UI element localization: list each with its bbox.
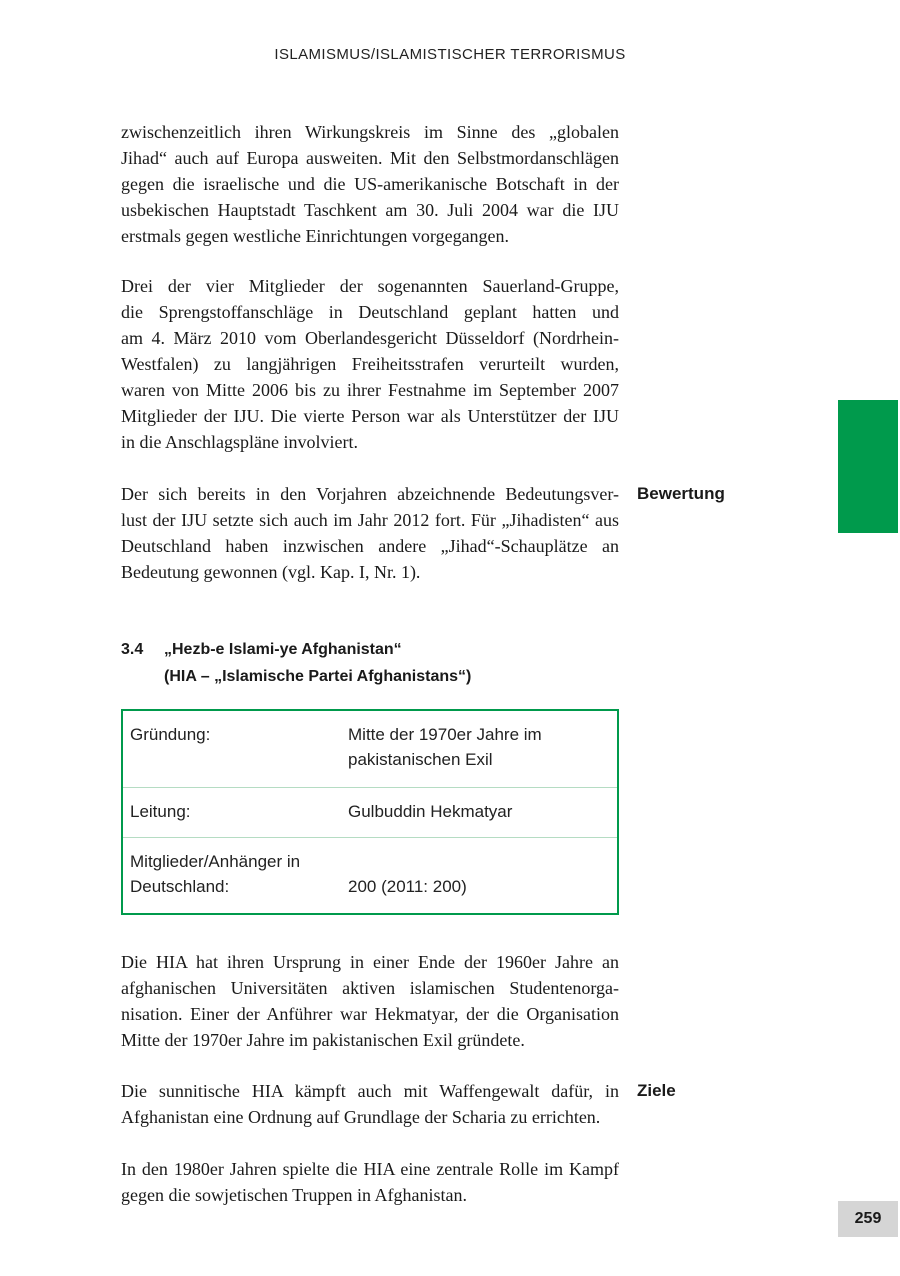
paragraph-line: Afghanistan eine Ordnung auf Grundlage der Scharia zu errichten. xyxy=(121,1107,601,1127)
paragraph-line: in die Anschlagspläne involviert. xyxy=(121,432,358,452)
paragraph-line: Die HIA hat ihren Ursprung in einer Ende der 1960er Jahre an xyxy=(121,952,619,972)
section-title-line: (HIA – „Islamische Partei Afghanistans“) xyxy=(164,668,472,685)
paragraph-line: afghanischen Universitäten aktiven islamischen Studentenorga- xyxy=(121,978,619,998)
fact-label xyxy=(123,799,348,837)
paragraph-line: am 4. März 2010 vom Oberlandesgericht Düsseldorf (Nordrhein- xyxy=(121,328,619,348)
paragraph-ziele xyxy=(121,1078,619,1130)
page-number: 259 xyxy=(838,1201,898,1237)
paragraph-sauerland-group xyxy=(121,273,619,455)
paragraph-bewertung xyxy=(121,481,619,585)
fact-label-line: Deutschland: xyxy=(130,877,230,896)
running-header: ISLAMISMUS/ISLAMISTISCHER TERRORISMUS xyxy=(274,46,626,63)
margin-label-ziele: Ziele xyxy=(637,1081,676,1100)
fact-value xyxy=(348,799,617,837)
paragraph-line: die Sprengstoffanschläge in Deutschland geplant hatten und xyxy=(121,302,619,322)
fact-value xyxy=(348,722,617,787)
paragraph-line: gegen die sowjetischen Truppen in Afghanistan. xyxy=(121,1185,467,1205)
fact-box xyxy=(121,709,619,915)
paragraph-hia-origin xyxy=(121,949,619,1053)
fact-value xyxy=(348,849,617,913)
paragraph-line: Bedeutung gewonnen (vgl. Kap. I, Nr. 1). xyxy=(121,562,421,582)
section-title-line: „Hezb-e Islami-ye Afghanistan“ xyxy=(164,641,402,658)
paragraph-line: Mitglieder der IJU. Die vierte Person war als Unterstützer der IJU xyxy=(121,406,619,426)
paragraph-line: Die sunnitische HIA kämpft auch mit Waffengewalt dafür, in xyxy=(121,1081,619,1101)
paragraph-line: usbekischen Hauptstadt Taschkent am 30. Juli 2004 war die IJU xyxy=(121,200,619,220)
margin-label-bewertung: Bewertung xyxy=(637,484,725,503)
fact-label-line: Mitglieder/Anhänger in xyxy=(130,852,301,871)
paragraph-line: In den 1980er Jahren spielte die HIA eine zentrale Rolle im Kampf xyxy=(121,1159,619,1179)
fact-row-gruendung xyxy=(123,711,617,788)
paragraph-line: erstmals gegen westliche Einrichtungen vorgegangen. xyxy=(121,226,510,246)
fact-row-leitung xyxy=(123,788,617,838)
section-number: 3.4 xyxy=(121,641,144,658)
paragraph-line: Der sich bereits in den Vorjahren abzeichnende Bedeutungsver- xyxy=(121,484,619,504)
paragraph-iju-europe xyxy=(121,119,619,249)
paragraph-line: Jihad“ auch auf Europa ausweiten. Mit den Selbstmordanschlägen xyxy=(121,148,619,168)
paragraph-line: waren von Mitte 2006 bis zu ihrer Festnahme im September 2007 xyxy=(121,380,619,400)
paragraph-line: gegen die israelische und die US-amerikanische Botschaft in der xyxy=(121,174,619,194)
fact-value-line: Mitte der 1970er Jahre im xyxy=(348,725,542,744)
chapter-tab-marker xyxy=(838,400,898,533)
fact-value-line: 200 (2011: 200) xyxy=(348,877,467,896)
paragraph-1980s xyxy=(121,1156,619,1208)
paragraph-line: lust der IJU setzte sich auch im Jahr 2012 fort. Für „Jihadisten“ aus xyxy=(121,510,619,530)
fact-label xyxy=(123,849,348,913)
paragraph-line: nisation. Einer der Anführer war Hekmatyar, der die Organisation xyxy=(121,1004,619,1024)
paragraph-line: zwischenzeitlich ihren Wirkungskreis im Sinne des „globalen xyxy=(121,122,619,142)
paragraph-line: Westfalen) zu langjährigen Freiheitsstrafen verurteilt wurden, xyxy=(121,354,619,374)
fact-label xyxy=(123,722,348,787)
paragraph-line: Deutschland haben inzwischen andere „Jihad“-Schauplätze an xyxy=(121,536,619,556)
paragraph-line: Mitte der 1970er Jahre im pakistanischen Exil gründete. xyxy=(121,1030,525,1050)
fact-value-line: Gulbuddin Hekmatyar xyxy=(348,802,513,821)
paragraph-line: Drei der vier Mitglieder der sogenannten Sauerland-Gruppe, xyxy=(121,276,619,296)
fact-label-line: Gründung: xyxy=(130,725,211,744)
fact-value-line: pakistanischen Exil xyxy=(348,750,493,769)
fact-row-mitglieder xyxy=(123,838,617,913)
fact-label-line: Leitung: xyxy=(130,802,191,821)
section-title xyxy=(164,636,471,690)
